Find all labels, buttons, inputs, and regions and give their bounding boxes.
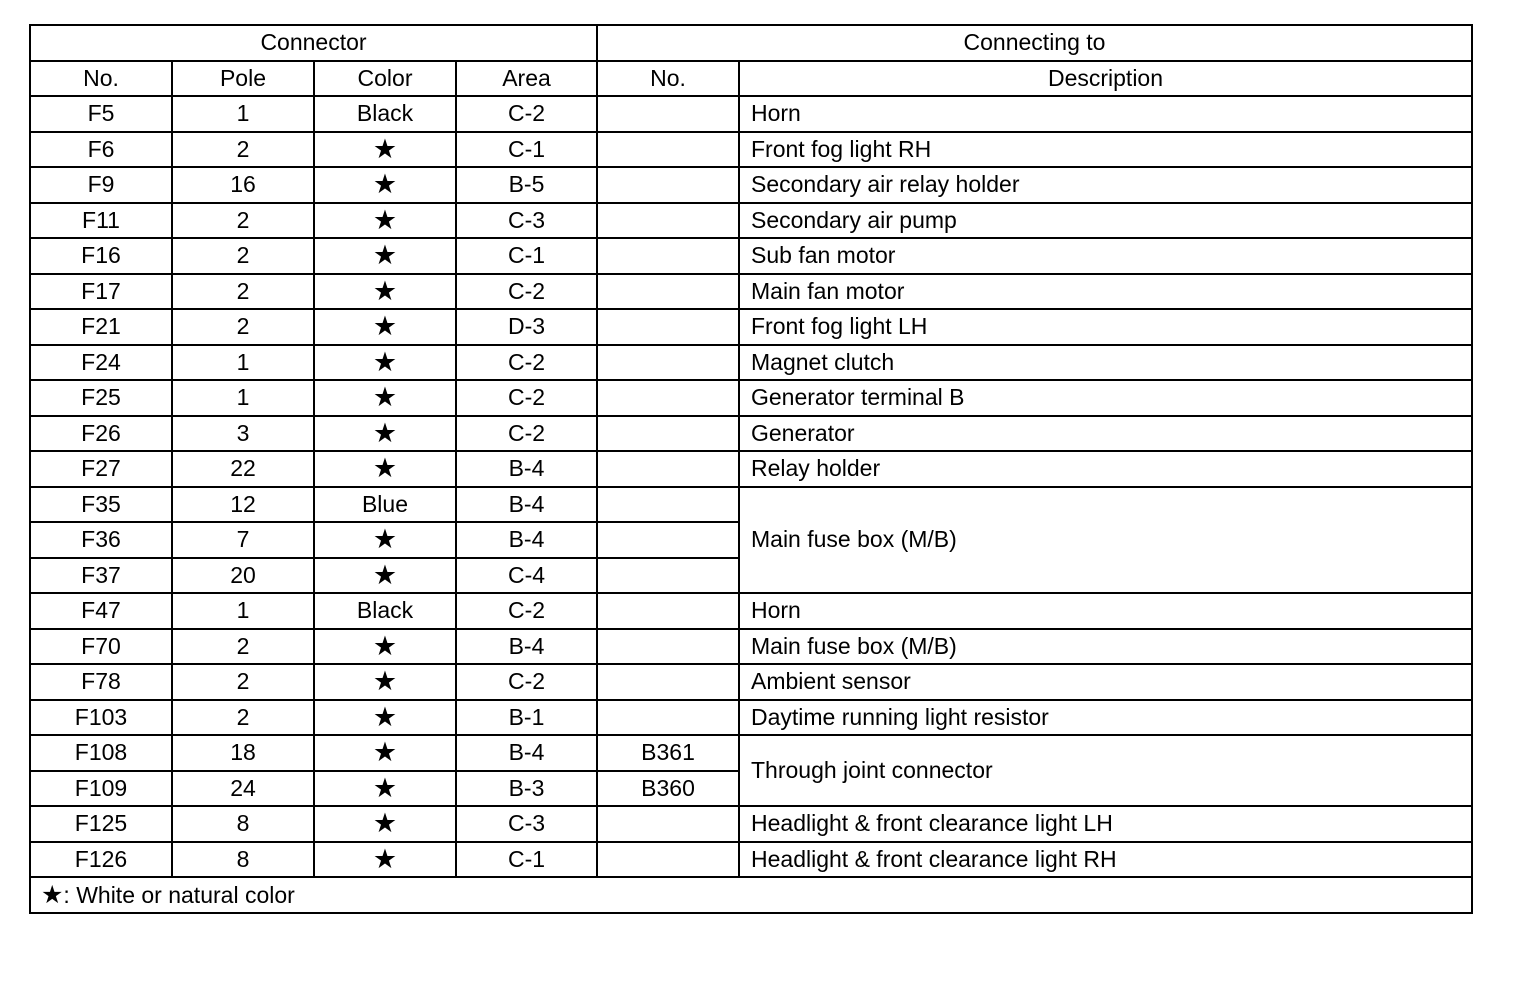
description-cell: Front fog light LH [739, 309, 1472, 345]
area-cell: C-1 [456, 238, 597, 274]
star-icon: ★ [372, 701, 398, 733]
table-row [30, 203, 1472, 239]
pole-cell: 8 [172, 806, 314, 842]
connector-group-header: Connector [30, 25, 597, 61]
pole-cell: 18 [172, 735, 314, 771]
pole-cell: 3 [172, 416, 314, 452]
area-cell: C-1 [456, 842, 597, 878]
table-row [30, 238, 1472, 274]
area-cell: C-3 [456, 203, 597, 239]
table-row [30, 451, 1472, 487]
connector-no-cell: F6 [30, 132, 172, 168]
color-cell [314, 664, 456, 700]
color-cell: Blue [314, 487, 456, 523]
pole-cell: 8 [172, 842, 314, 878]
color-cell [314, 522, 456, 558]
star-icon: ★ [372, 524, 398, 556]
column-header-no: No. [30, 61, 172, 97]
pole-cell: 1 [172, 593, 314, 629]
column-header-to-no: No. [597, 61, 739, 97]
description-cell: Main fuse box (M/B) [739, 629, 1472, 665]
color-cell: Black [314, 96, 456, 132]
color-cell [314, 167, 456, 203]
area-cell: C-2 [456, 380, 597, 416]
description-cell: Daytime running light resistor [739, 700, 1472, 736]
pole-cell: 7 [172, 522, 314, 558]
connector-no-cell: F11 [30, 203, 172, 239]
to-no-cell [597, 629, 739, 665]
star-icon: ★ [372, 559, 398, 591]
color-cell [314, 806, 456, 842]
star-icon: ★ [372, 453, 398, 485]
table-row [30, 593, 1472, 629]
table-row [30, 664, 1472, 700]
description-cell: Sub fan motor [739, 238, 1472, 274]
connector-no-cell: F17 [30, 274, 172, 310]
star-icon: ★ [372, 346, 398, 378]
to-no-cell [597, 522, 739, 558]
color-cell [314, 203, 456, 239]
star-icon: ★ [372, 240, 398, 272]
connector-no-cell: F108 [30, 735, 172, 771]
star-icon: ★ [372, 311, 398, 343]
description-cell: Front fog light RH [739, 132, 1472, 168]
to-no-cell [597, 96, 739, 132]
column-header-color: Color [314, 61, 456, 97]
to-no-cell [597, 416, 739, 452]
area-cell: B-4 [456, 522, 597, 558]
description-cell: Through joint connector [739, 735, 1472, 806]
description-cell: Horn [739, 593, 1472, 629]
area-cell: B-3 [456, 771, 597, 807]
connector-no-cell: F21 [30, 309, 172, 345]
to-no-cell [597, 380, 739, 416]
to-no-cell [597, 558, 739, 594]
color-cell [314, 558, 456, 594]
description-cell: Relay holder [739, 451, 1472, 487]
table-row [30, 345, 1472, 381]
description-cell: Generator terminal B [739, 380, 1472, 416]
connector-no-cell: F5 [30, 96, 172, 132]
connector-no-cell: F9 [30, 167, 172, 203]
area-cell: C-2 [456, 593, 597, 629]
star-icon: ★ [372, 630, 398, 662]
pole-cell: 2 [172, 309, 314, 345]
description-cell: Headlight & front clearance light LH [739, 806, 1472, 842]
connector-no-cell: F36 [30, 522, 172, 558]
to-no-cell [597, 309, 739, 345]
connector-no-cell: F126 [30, 842, 172, 878]
to-no-cell [597, 700, 739, 736]
color-cell [314, 274, 456, 310]
table-body [30, 96, 1472, 877]
table-row [30, 487, 1472, 523]
to-no-cell [597, 664, 739, 700]
table-row [30, 380, 1472, 416]
to-no-cell [597, 167, 739, 203]
to-no-cell [597, 238, 739, 274]
pole-cell: 1 [172, 380, 314, 416]
to-no-cell [597, 345, 739, 381]
area-cell: B-4 [456, 487, 597, 523]
table-row [30, 274, 1472, 310]
area-cell: B-1 [456, 700, 597, 736]
footnote [30, 877, 1472, 913]
pole-cell: 2 [172, 629, 314, 665]
connector-no-cell: F47 [30, 593, 172, 629]
to-no-cell [597, 132, 739, 168]
connector-no-cell: F26 [30, 416, 172, 452]
pole-cell: 1 [172, 345, 314, 381]
star-icon: ★ [372, 808, 398, 840]
to-no-cell [597, 203, 739, 239]
to-no-cell [597, 842, 739, 878]
to-no-cell [597, 487, 739, 523]
pole-cell: 2 [172, 700, 314, 736]
column-header-row [30, 61, 1472, 97]
table-row [30, 167, 1472, 203]
color-cell [314, 238, 456, 274]
color-cell [314, 842, 456, 878]
table-row [30, 416, 1472, 452]
color-cell [314, 309, 456, 345]
area-cell: B-4 [456, 735, 597, 771]
to-no-cell [597, 806, 739, 842]
to-no-cell: B360 [597, 771, 739, 807]
area-cell: B-5 [456, 167, 597, 203]
star-icon: ★ [372, 417, 398, 449]
color-cell [314, 771, 456, 807]
connector-no-cell: F125 [30, 806, 172, 842]
table-row [30, 806, 1472, 842]
to-no-cell [597, 274, 739, 310]
pole-cell: 24 [172, 771, 314, 807]
area-cell: C-1 [456, 132, 597, 168]
table-row [30, 700, 1472, 736]
description-cell: Generator [739, 416, 1472, 452]
description-cell: Horn [739, 96, 1472, 132]
area-cell: C-2 [456, 345, 597, 381]
pole-cell: 2 [172, 274, 314, 310]
table-row [30, 96, 1472, 132]
color-cell [314, 451, 456, 487]
description-cell: Main fan motor [739, 274, 1472, 310]
to-no-cell: B361 [597, 735, 739, 771]
table-row [30, 309, 1472, 345]
pole-cell: 2 [172, 203, 314, 239]
area-cell: C-4 [456, 558, 597, 594]
connector-table [29, 24, 1473, 914]
footnote-text: : White or natural color [63, 882, 295, 909]
pole-cell: 16 [172, 167, 314, 203]
description-cell: Headlight & front clearance light RH [739, 842, 1472, 878]
area-cell: C-2 [456, 274, 597, 310]
color-cell [314, 380, 456, 416]
star-icon: ★ [372, 169, 398, 201]
pole-cell: 20 [172, 558, 314, 594]
group-header-row [30, 25, 1472, 61]
connector-no-cell: F24 [30, 345, 172, 381]
connector-no-cell: F37 [30, 558, 172, 594]
area-cell: D-3 [456, 309, 597, 345]
star-icon: ★ [372, 737, 398, 769]
connecting-to-group-header: Connecting to [597, 25, 1472, 61]
connector-no-cell: F25 [30, 380, 172, 416]
pole-cell: 12 [172, 487, 314, 523]
table-row [30, 132, 1472, 168]
pole-cell: 2 [172, 664, 314, 700]
pole-cell: 22 [172, 451, 314, 487]
connector-no-cell: F16 [30, 238, 172, 274]
connector-no-cell: F109 [30, 771, 172, 807]
area-cell: C-2 [456, 664, 597, 700]
connector-no-cell: F27 [30, 451, 172, 487]
star-icon: ★ [372, 275, 398, 307]
color-cell [314, 700, 456, 736]
table-row [30, 842, 1472, 878]
connector-no-cell: F35 [30, 487, 172, 523]
table-row [30, 629, 1472, 665]
area-cell: C-2 [456, 96, 597, 132]
description-cell: Ambient sensor [739, 664, 1472, 700]
color-cell [314, 416, 456, 452]
pole-cell: 1 [172, 96, 314, 132]
description-cell: Magnet clutch [739, 345, 1472, 381]
column-header-pole: Pole [172, 61, 314, 97]
connector-no-cell: F103 [30, 700, 172, 736]
area-cell: C-3 [456, 806, 597, 842]
area-cell: C-2 [456, 416, 597, 452]
star-icon: ★ [372, 133, 398, 165]
to-no-cell [597, 593, 739, 629]
color-cell: Black [314, 593, 456, 629]
description-cell: Secondary air relay holder [739, 167, 1472, 203]
column-header-area: Area [456, 61, 597, 97]
color-cell [314, 735, 456, 771]
area-cell: B-4 [456, 629, 597, 665]
color-cell [314, 629, 456, 665]
connector-no-cell: F70 [30, 629, 172, 665]
area-cell: B-4 [456, 451, 597, 487]
footnote-row [30, 877, 1472, 913]
color-cell [314, 345, 456, 381]
column-header-description: Description [739, 61, 1472, 97]
pole-cell: 2 [172, 132, 314, 168]
star-icon: ★ [372, 204, 398, 236]
star-icon: ★ [372, 382, 398, 414]
pole-cell: 2 [172, 238, 314, 274]
star-icon: ★ [372, 843, 398, 875]
connector-no-cell: F78 [30, 664, 172, 700]
color-cell [314, 132, 456, 168]
star-icon: ★ [372, 666, 398, 698]
star-icon: ★ [372, 772, 398, 804]
star-icon: ★ [41, 880, 64, 910]
to-no-cell [597, 451, 739, 487]
description-cell: Secondary air pump [739, 203, 1472, 239]
table-row [30, 735, 1472, 771]
description-cell: Main fuse box (M/B) [739, 487, 1472, 594]
